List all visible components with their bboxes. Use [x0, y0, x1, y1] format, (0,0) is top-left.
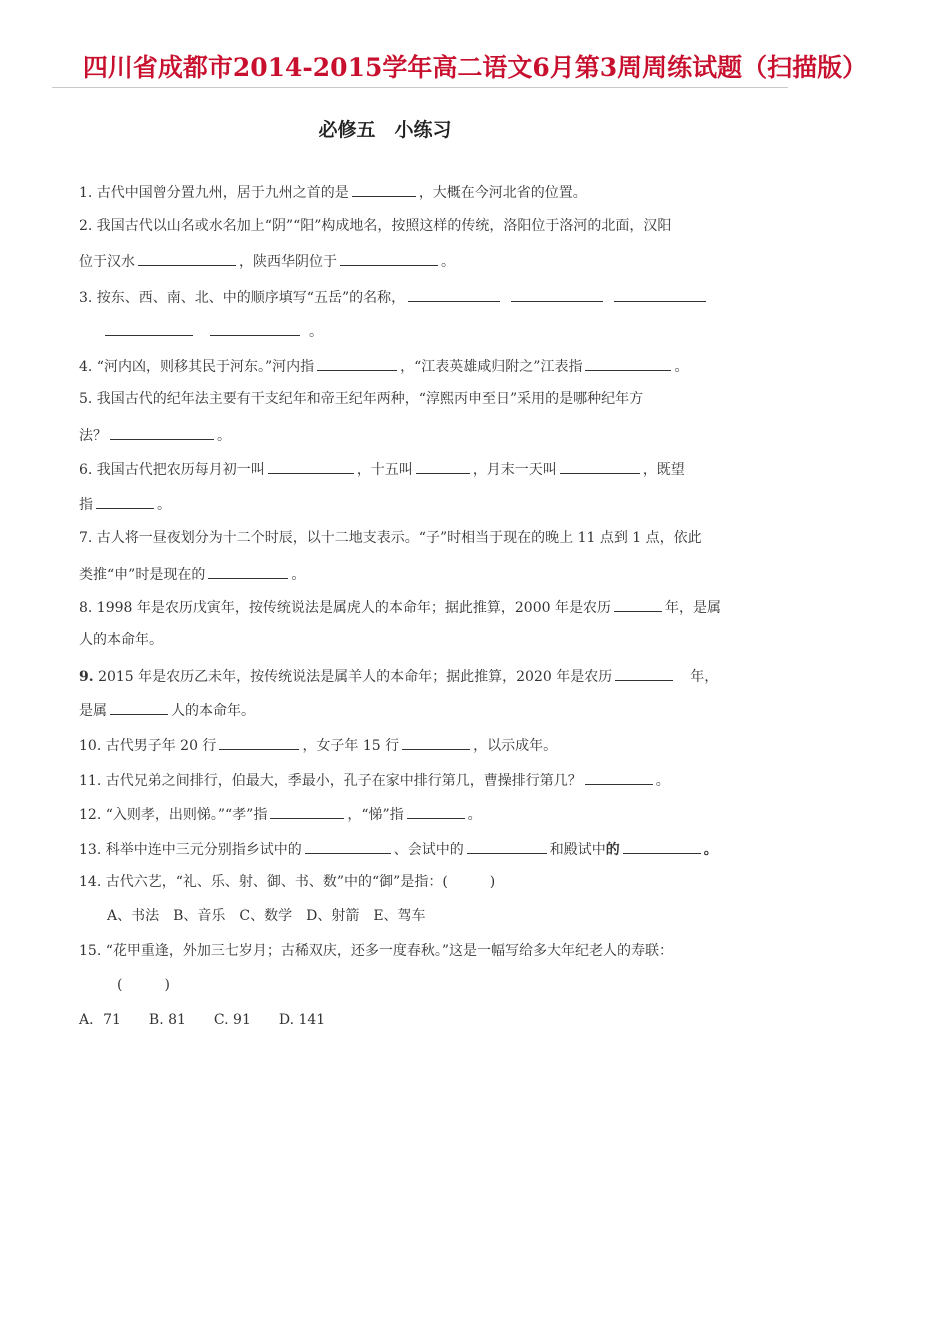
answer-blank[interactable] [138, 250, 236, 266]
question-2-line-2: 位于汉水 ，陕西华阴位于 。 [79, 250, 769, 272]
question-9-line-1: 9. 2015 年是农历乙未年，按传统说法是属羊人的本命年；据此推算，2020 年是农历 年， [79, 665, 769, 687]
question-5-line-1: 5. 我国古代的纪年法主要有干支纪年和帝王纪年两种，“淳熙丙申至日”采用的是哪种纪年方 [79, 391, 644, 407]
question-14: 14. 古代六艺，“礼、乐、射、御、书、数”中的“御”是指：( ) [79, 874, 496, 890]
question-6-line-1: 6. 我国古代把农历每月初一叫 ，十五叫 ，月末一天叫 ，既望 [79, 458, 769, 480]
answer-blank[interactable] [305, 838, 391, 854]
answer-blank[interactable] [407, 803, 465, 819]
answer-blank[interactable] [219, 734, 299, 750]
answer-blank[interactable] [408, 286, 500, 302]
answer-blank[interactable] [511, 286, 603, 302]
answer-blank[interactable] [585, 769, 653, 785]
answer-blank[interactable] [340, 250, 438, 266]
answer-blank[interactable] [210, 320, 300, 336]
section-subtitle: 必修五 小练习 [318, 119, 452, 141]
title-divider [52, 87, 788, 88]
question-10: 10. 古代男子年 20 行 ，女子年 15 行 ，以示成年。 [79, 734, 769, 756]
answer-blank[interactable] [467, 838, 547, 854]
answer-blank[interactable] [416, 458, 470, 474]
question-3-line-2: 。 [79, 320, 769, 342]
question-12: 12. “入则孝，出则悌。”“孝”指 ，“悌”指 。 [79, 803, 769, 825]
question-7-line-1: 7. 古人将一昼夜划分为十二个时辰，以十二地支表示。“子”时相当于现在的晚上 11 点到 1 点，依此 [79, 530, 702, 546]
answer-blank[interactable] [615, 665, 673, 681]
question-5-line-2: 法？ 。 [79, 424, 769, 446]
answer-blank[interactable] [96, 493, 154, 509]
answer-blank[interactable] [560, 458, 640, 474]
question-8-line-2: 人的本命年。 [79, 632, 163, 648]
answer-blank[interactable] [352, 181, 416, 197]
question-8-line-1: 8. 1998 年是农历戊寅年，按传统说法是属虎人的本命年；据此推算，2000 年是农历 年，是属 [79, 596, 769, 618]
answer-blank[interactable] [268, 458, 354, 474]
question-4: 4. “河内凶，则移其民于河东。”河内指 ，“江表英雄咸归附之”江表指 。 [79, 355, 769, 377]
answer-blank[interactable] [270, 803, 344, 819]
answer-blank[interactable] [110, 424, 214, 440]
question-11: 11. 古代兄弟之间排行，伯最大，季最小，孔子在家中排行第几，曹操排行第几？ 。 [79, 769, 769, 791]
document-title: 四川省成都市2014-2015学年高二语文6月第3周周练试题（扫描版） [82, 53, 868, 82]
answer-blank[interactable] [105, 320, 193, 336]
answer-blank[interactable] [402, 734, 470, 750]
question-13: 13. 科举中连中三元分别指乡试中的 、会试中的 和殿试中的 。 [79, 838, 769, 860]
answer-blank[interactable] [623, 838, 701, 854]
question-7-line-2: 类推“申”时是现在的 。 [79, 563, 769, 585]
question-6-line-2: 指 。 [79, 493, 769, 515]
question-15-options: A．71 B. 81 C. 91 D. 141 [79, 1012, 326, 1028]
question-15: 15. “花甲重逢，外加三七岁月；古稀双庆，还多一度春秋。”这是一幅写给多大年纪老人的寿联： [79, 943, 674, 959]
question-15-answer-paren: ( ) [117, 977, 170, 993]
question-3-line-1: 3. 按东、西、南、北、中的顺序填写“五岳”的名称， [79, 286, 769, 308]
answer-blank[interactable] [110, 699, 168, 715]
question-9-line-2: 是属 人的本命年。 [79, 699, 769, 721]
question-2-line-1: 2. 我国古代以山名或水名加上“阴”“阳”构成地名，按照这样的传统，洛阳位于洛河的北面，汉阳 [79, 218, 672, 234]
answer-blank[interactable] [614, 596, 662, 612]
answer-blank[interactable] [585, 355, 671, 371]
answer-blank[interactable] [614, 286, 706, 302]
question-14-options: A、书法 B、音乐 C、数学 D、射箭 E、驾车 [107, 908, 426, 924]
question-1: 1. 古代中国曾分置九州，居于九州之首的是 ，大概在今河北省的位置。 [79, 181, 769, 203]
answer-blank[interactable] [208, 563, 288, 579]
answer-blank[interactable] [317, 355, 397, 371]
